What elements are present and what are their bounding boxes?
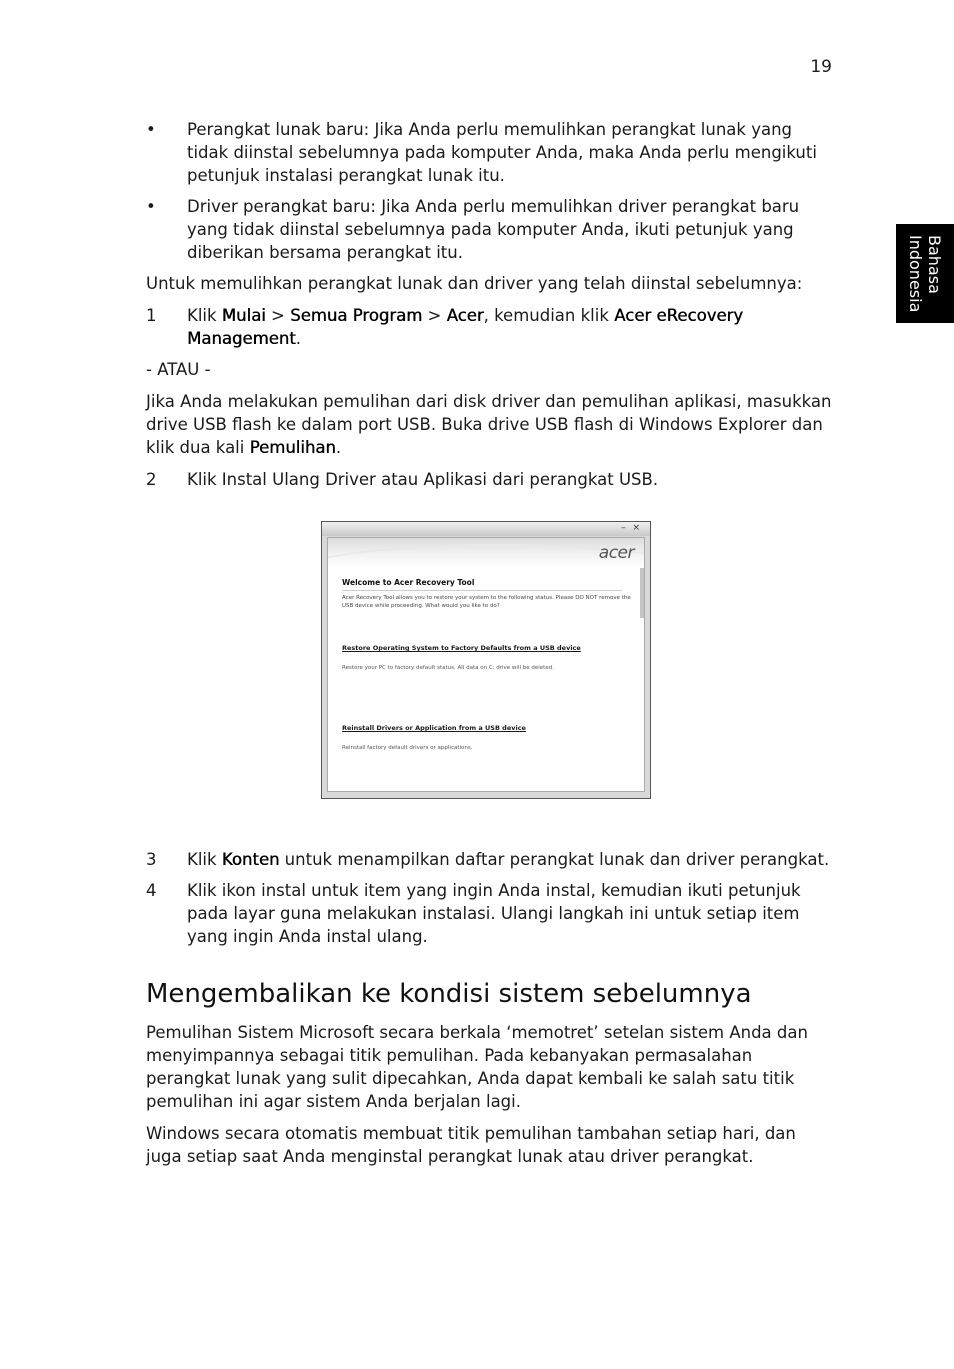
section-paragraph: Pemulihan Sistem Microsoft secara berkala ‘memotret’ setelan sistem Anda dan menyimpannya sebagai titik pemulihan. Pada kebanyakan permasalahan perangkat lunak yang sulit dipecahkan, Anda dapat kembali ke salah satu titik pemulihan ini agar sistem Anda berjalan lagi.	[146, 1023, 808, 1111]
reinstall-drivers-description: Reinstall factory default drivers or applications.	[342, 745, 473, 751]
language-tab	[896, 224, 954, 323]
window-controls-icon[interactable]: – ×	[621, 523, 642, 533]
header-banner	[328, 538, 644, 568]
menu-start: Mulai	[221, 306, 266, 325]
section-paragraph: Windows secara otomatis membuat titik pemulihan tambahan setiap hari, dan juga setiap saat Anda menginstal perangkat lunak atau driver perangkat.	[146, 1124, 796, 1166]
acer-logo: acer	[598, 543, 634, 563]
bullet-item	[146, 195, 836, 264]
restore-os-link[interactable]: Restore Operating System to Factory Defaults from a USB device	[342, 644, 581, 652]
window-body	[327, 537, 645, 792]
step-2: 2 Klik Instal Ulang Driver atau Aplikasi dari perangkat USB.	[146, 470, 659, 489]
bullet-text: Driver perangkat baru: Jika Anda perlu memulihkan driver perangkat baru yang tidak diinstal sebelumnya pada komputer Anda, ikuti petunjuk yang diberikan bersama perangkat itu.	[187, 197, 800, 262]
menu-acer: Acer	[446, 306, 484, 325]
reinstall-drivers-link[interactable]: Reinstall Drivers or Application from a USB device	[342, 724, 526, 732]
step-number: 2	[146, 470, 157, 489]
section-heading: Mengembalikan ke kondisi sistem sebelumnya	[146, 979, 752, 1009]
bullet-icon: •	[146, 120, 156, 139]
intro-paragraph: Untuk memulihkan perangkat lunak dan driver yang telah diinstal sebelumnya:	[146, 274, 803, 293]
language-tab-label: Bahasa Indonesia	[906, 234, 944, 313]
bullet-icon: •	[146, 197, 156, 216]
scrollbar[interactable]	[640, 568, 644, 618]
dialog-description: Acer Recovery Tool allows you to restore your system to the following status. Please DO NOT remove the USB device while proceeding. What would you like to do?	[342, 595, 631, 609]
restore-os-description: Restore your PC to factory default status. All data on C: drive will be deleted.	[342, 665, 554, 671]
alternative-paragraph: Jika Anda melakukan pemulihan dari disk driver dan pemulihan aplikasi, masukkan drive USB flash ke dalam port USB. Buka drive USB flash di Windows Explorer dan klik dua kali Pemulihan.	[146, 392, 832, 457]
dialog-title: Welcome to Acer Recovery Tool	[342, 578, 475, 587]
step-number: 4	[146, 881, 157, 900]
or-separator: - ATAU -	[146, 360, 211, 379]
window-titlebar	[322, 522, 650, 536]
divider	[342, 590, 622, 591]
step-4: 4 Klik ikon instal untuk item yang ingin Anda instal, kemudian ikuti petunjuk pada layar guna melakukan instalasi. Ulangi langkah ini untuk setiap item yang ingin Anda instal ulang.	[146, 881, 801, 946]
recovery-tool-screenshot	[321, 521, 651, 799]
menu-erecovery: Acer eRecovery Management	[187, 306, 744, 348]
step-number: 3	[146, 850, 157, 869]
step-3: 3 Klik Konten untuk menampilkan daftar perangkat lunak dan driver perangkat.	[146, 850, 830, 869]
restore-label: Pemulihan	[249, 438, 336, 457]
step-number: 1	[146, 306, 157, 325]
page-number: 19	[810, 57, 832, 77]
menu-all-programs: Semua Program	[290, 306, 423, 325]
bullet-item	[146, 118, 836, 187]
bullet-text: Perangkat lunak baru: Jika Anda perlu memulihkan perangkat lunak yang tidak diinstal sebelumnya pada komputer Anda, maka Anda perlu mengikuti petunjuk instalasi perangkat lunak itu.	[187, 120, 817, 185]
content-label: Konten	[221, 850, 280, 869]
step-1: 1 Klik Mulai > Semua Program > Acer, kemudian klik Acer eRecovery Management.	[146, 306, 744, 348]
